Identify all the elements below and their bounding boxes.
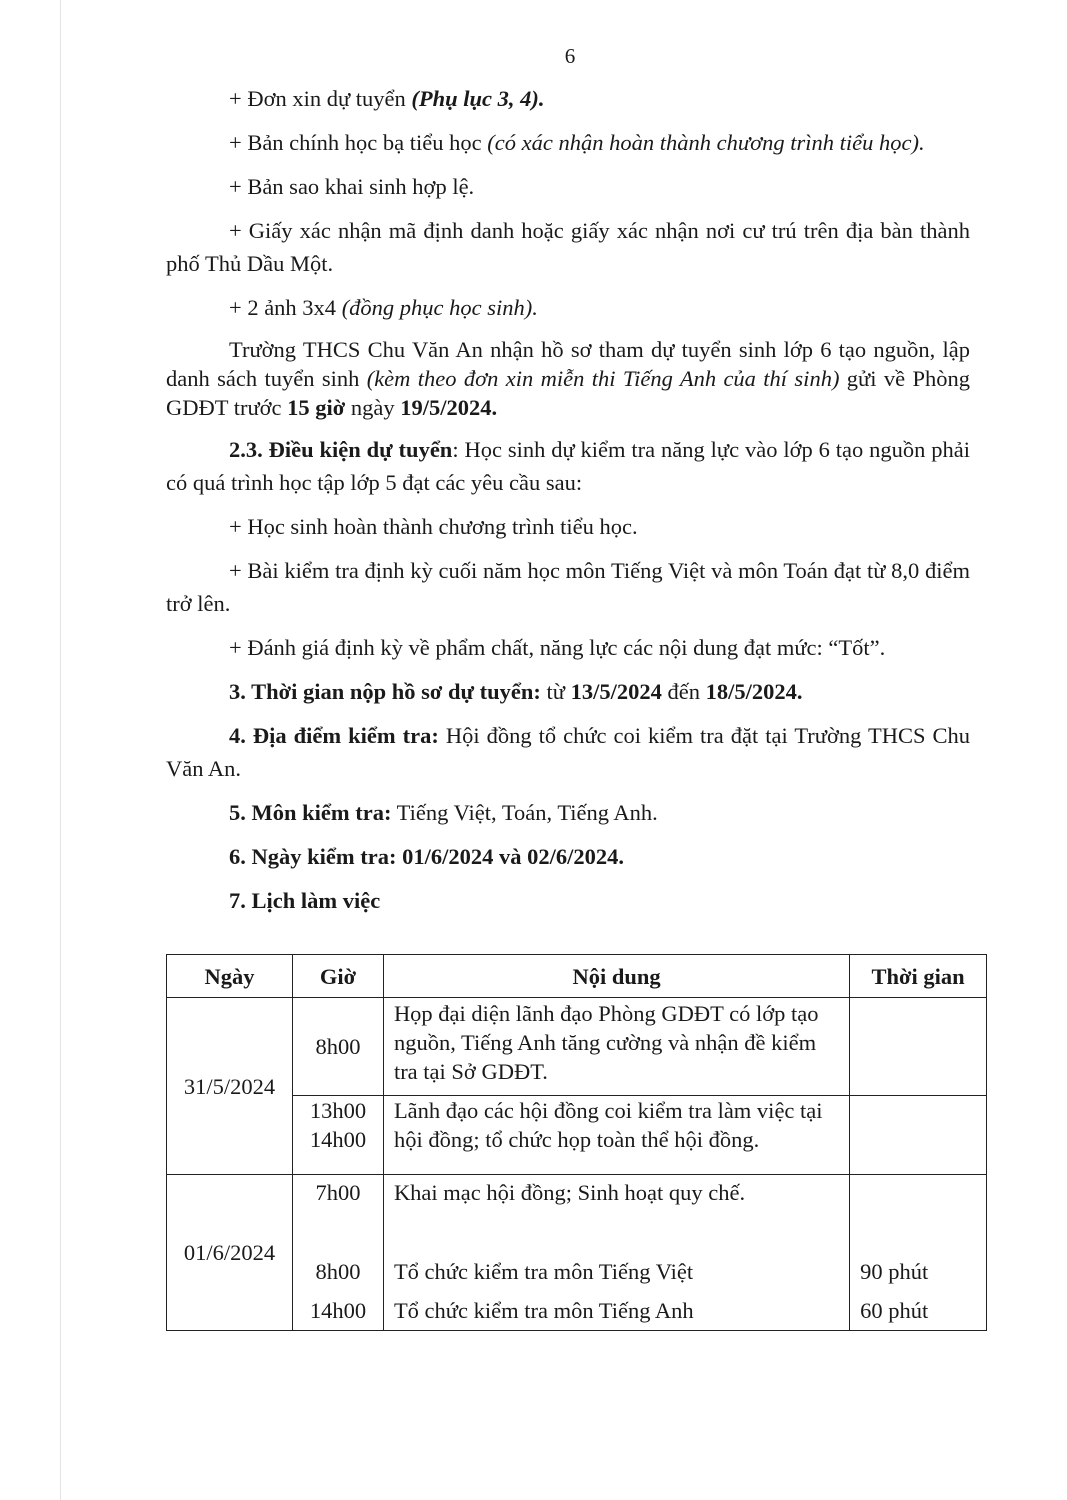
header-time: Giờ bbox=[292, 955, 383, 998]
table-row bbox=[167, 998, 987, 1096]
submission-deadline-date: 19/5/2024. bbox=[400, 395, 498, 420]
required-doc-photos bbox=[166, 291, 970, 324]
transcript-text: + Bản chính học bạ tiểu học bbox=[229, 130, 488, 155]
condition-item-3: + Đánh giá định kỳ về phẩm chất, năng lực các nội dung đạt mức: “Tốt”. bbox=[229, 635, 886, 660]
document-body bbox=[166, 82, 970, 928]
day1-row2-content: Lãnh đạo các hội đồng coi kiểm tra làm việc tại hội đồng; tổ chức họp toàn thể hội đồng. bbox=[383, 1096, 849, 1175]
day1-row2-time bbox=[292, 1096, 383, 1175]
submission-text-a: Trường THCS Chu Văn An nhận hồ sơ tham dự tuyển sinh lớp 6 tạo nguồn, lập danh sách tuyển sinh bbox=[166, 337, 970, 391]
section-3-period: . bbox=[796, 679, 803, 704]
section-5-text: Tiếng Việt, Toán, Tiếng Anh. bbox=[391, 800, 658, 825]
day1-row2-duration bbox=[850, 1096, 987, 1175]
section-5-subjects bbox=[166, 796, 970, 829]
section-7-heading: 7. Lịch làm việc bbox=[229, 888, 381, 913]
header-duration: Thời gian bbox=[850, 955, 987, 998]
header-content: Nội dung bbox=[383, 955, 849, 998]
condition-item-2: + Bài kiểm tra định kỳ cuối năm học môn Tiếng Việt và môn Toán đạt từ 8,0 điểm trở lên. bbox=[166, 558, 970, 616]
day2-content-b: Tổ chức kiểm tra môn Tiếng Việt bbox=[393, 1259, 694, 1284]
day2-date: 01/6/2024 bbox=[167, 1175, 293, 1331]
schedule-header-row bbox=[167, 955, 987, 998]
day1-row1-time: 8h00 bbox=[292, 998, 383, 1096]
submission-italic-note: (kèm theo đơn xin miễn thi Tiếng Anh của thí sinh) bbox=[366, 366, 840, 391]
section-3-to-word: đến bbox=[661, 679, 706, 704]
conditions-intro: : Học sinh dự kiểm tra năng lực vào lớp 6 tạo nguồn phải có quá trình học tập lớp 5 đạt các yêu cầu sau: bbox=[166, 437, 970, 495]
section-5-label: 5. Môn kiểm tra: bbox=[229, 800, 392, 825]
day2-times bbox=[292, 1175, 383, 1331]
day1-row1-duration bbox=[850, 998, 987, 1096]
section-4-text: Hội đồng tổ chức coi kiểm tra đặt tại Trường THCS Chu Văn An. bbox=[166, 723, 970, 781]
submission-deadline-time: 15 giờ bbox=[287, 395, 346, 420]
day2-content-c: Tổ chức kiểm tra môn Tiếng Anh bbox=[393, 1298, 694, 1323]
day1-row1-content: Họp đại diện lãnh đạo Phòng GDĐT có lớp tạo nguồn, Tiếng Anh tăng cường và nhận đề kiểm tra tại Sở GDĐT. bbox=[383, 998, 849, 1096]
day2-time-b: 8h00 bbox=[315, 1259, 361, 1284]
submission-paragraph bbox=[166, 335, 970, 422]
day2-duration-c: 60 phút bbox=[860, 1298, 929, 1323]
section-6-test-dates: 6. Ngày kiểm tra: 01/6/2024 và 02/6/2024. bbox=[229, 844, 624, 869]
required-doc-birth-certificate: + Bản sao khai sinh hợp lệ. bbox=[229, 174, 475, 199]
required-doc-application bbox=[166, 82, 970, 115]
day2-durations bbox=[850, 1175, 987, 1331]
condition-item-1: + Học sinh hoàn thành chương trình tiểu học. bbox=[229, 514, 638, 539]
table-row bbox=[167, 1175, 987, 1331]
section-3-end-date: 18/5/2024 bbox=[705, 679, 797, 704]
header-date: Ngày bbox=[167, 955, 293, 998]
application-appendix: (Phụ lục 3, 4). bbox=[411, 86, 545, 111]
required-doc-transcript bbox=[166, 126, 970, 159]
page-edge-divider bbox=[60, 0, 61, 1500]
section-3-from-word: từ bbox=[540, 679, 571, 704]
transcript-note: (có xác nhận hoàn thành chương trình tiểu học). bbox=[487, 130, 925, 155]
page-number: 6 bbox=[564, 44, 576, 68]
required-doc-residence: + Giấy xác nhận mã định danh hoặc giấy xác nhận nơi cư trú trên địa bàn thành phố Thủ Dầu Một. bbox=[166, 218, 970, 276]
day1-date: 31/5/2024 bbox=[167, 998, 293, 1175]
schedule-table bbox=[166, 954, 987, 1331]
photos-text: + 2 ảnh 3x4 bbox=[229, 295, 342, 320]
section-4-label: 4. Địa điểm kiểm tra: bbox=[229, 723, 439, 748]
day2-content-a: Khai mạc hội đồng; Sinh hoạt quy chế. bbox=[393, 1180, 746, 1205]
photos-note: (đồng phục học sinh). bbox=[341, 295, 538, 320]
day2-time-c: 14h00 bbox=[309, 1298, 367, 1323]
section-4-location bbox=[166, 719, 970, 785]
section-3-submission-period bbox=[166, 675, 970, 708]
section-3-label: 3. Thời gian nộp hồ sơ dự tuyển: bbox=[229, 679, 541, 704]
day1-row2-time-start: 13h00 bbox=[309, 1098, 367, 1123]
conditions-heading: 2.3. Điều kiện dự tuyển bbox=[229, 437, 453, 462]
day2-contents bbox=[383, 1175, 849, 1331]
application-text: + Đơn xin dự tuyển bbox=[229, 86, 412, 111]
submission-text-c: ngày bbox=[345, 395, 401, 420]
conditions-paragraph bbox=[166, 433, 970, 499]
day2-duration-b: 90 phút bbox=[860, 1259, 929, 1284]
submission-text-b: gửi về Phòng GDĐT trước bbox=[166, 366, 970, 420]
section-3-start-date: 13/5/2024 bbox=[570, 679, 662, 704]
day2-time-a: 7h00 bbox=[315, 1180, 361, 1205]
day1-row2-time-end: 14h00 bbox=[309, 1127, 367, 1152]
